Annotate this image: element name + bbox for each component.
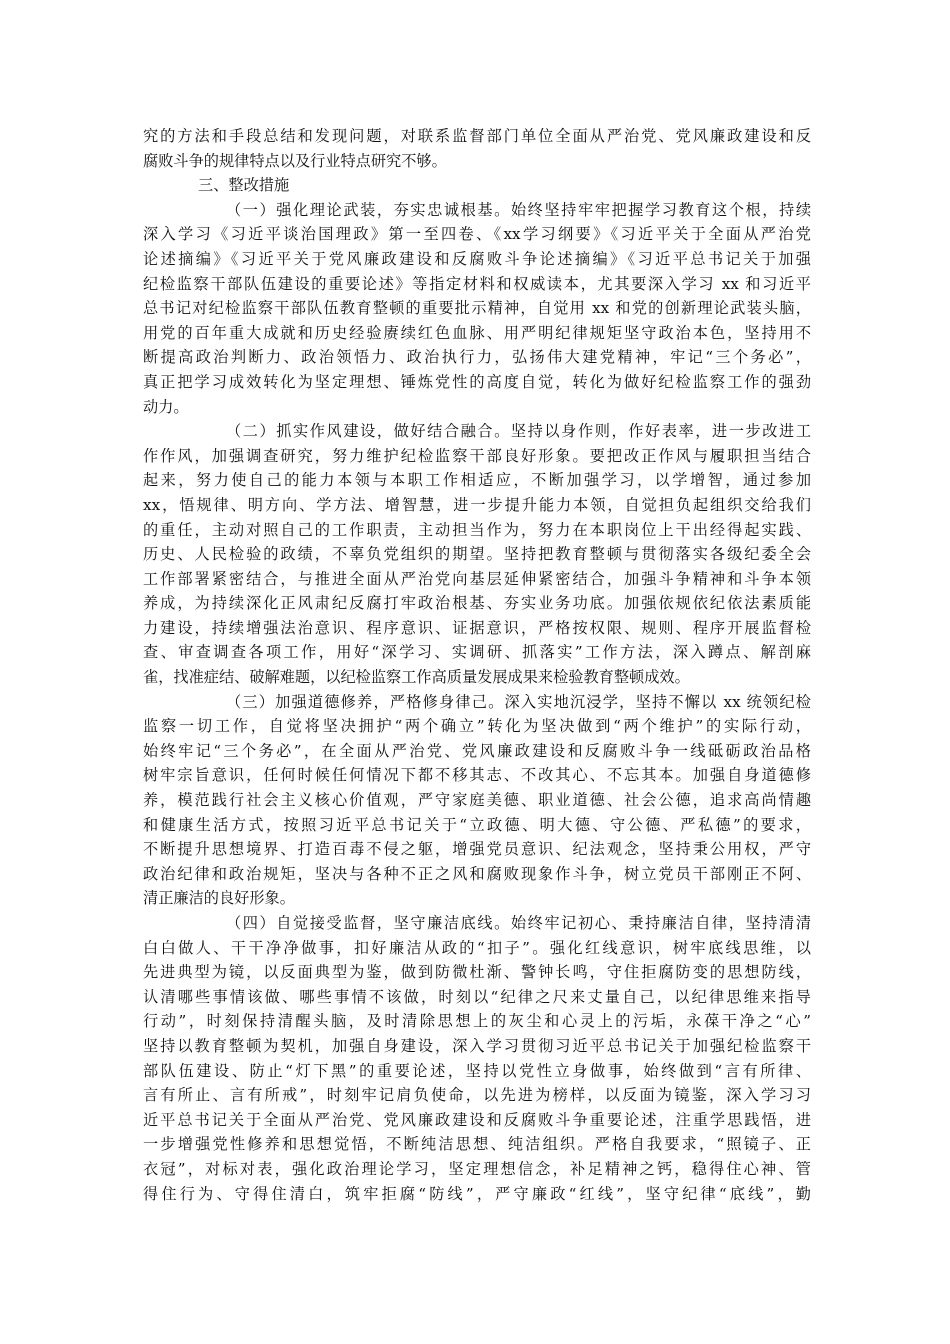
- text-line: 真正把学习成效转化为坚定理想、锤炼党性的高度自觉，转化为做好纪检监察工作的强劲: [143, 372, 811, 391]
- text-line: 深入学习《习近平谈治国理政》第一至四卷、《xx学习纲要》《习近平关于全面从严治党: [143, 225, 811, 244]
- text-line: 断提高政治判断力、政治领悟力、政治执行力，弘扬伟大建党精神，牢记“三个务必”，: [143, 348, 811, 367]
- paragraph-3-first-line: （三）加强道德修养，严格修身律己。深入实地沉浸学，坚持不懈以 xx 统领纪检: [226, 692, 811, 711]
- text-line: 工作部署紧密结合，与推进全面从严治党向基层延伸紧密结合，加强斗争精神和斗争本领: [143, 569, 811, 588]
- text-line: 监察一切工作，自觉将坚决拥护“两个确立”转化为坚决做到“两个维护”的实际行动，: [143, 717, 811, 736]
- text-line: 白白做人、干干净净做事，扣好廉洁从政的“扣子”。强化红线意识，树牢底线思维，以: [143, 938, 811, 957]
- text-line: 部队伍建设、防止“灯下黑”的重要论述，坚持以党性立身做事，始终做到“言有所律、: [143, 1061, 811, 1080]
- text-line: xx，悟规律、明方向、学方法、增智慧，进一步提升能力本领，自觉担负起组织交给我们: [143, 495, 811, 514]
- text-line: 养，模范践行社会主义核心价值观，严守家庭美德、职业道德、社会公德，追求高尚情趣: [143, 791, 811, 810]
- text-line: 查、审查调查各项工作，用好“深学习、实调研、抓落实”工作方法，深入蹲点、解剖麻: [143, 643, 811, 662]
- text-line: 和健康生活方式，按照习近平总书记关于“立政德、明大德、守公德、严私德”的要求，: [143, 815, 811, 834]
- text-line: 行动”，时刻保持清醒头脑，及时清除思想上的灰尘和心灵上的污垢，永葆干净之“心”: [143, 1012, 811, 1031]
- text-line: 腐败斗争的规律特点以及行业特点研究不够。: [143, 151, 447, 170]
- text-line: 坚持以教育整顿为契机，加强自身建设，深入学习贯彻习近平总书记关于加强纪检监察干: [143, 1036, 811, 1055]
- text-line: 用党的百年重大成就和历史经验赓续红色血脉、用严明纪律规矩坚守政治本色，坚持用不: [143, 323, 811, 342]
- text-line: 政治纪律和政治规矩，坚决与各种不正之风和腐败现象作斗争，树立党员干部刚正不阿、: [143, 864, 811, 883]
- text-line: 得住行为、守得住清白，筑牢拒腐“防线”，严守廉政“红线”，坚守纪律“底线”，勤: [143, 1184, 811, 1203]
- text-line: 清正廉洁的良好形象。: [143, 889, 295, 908]
- text-line: 近平总书记关于全面从严治党、党风廉政建设和反腐败斗争重要论述，注重学思践悟，进: [143, 1110, 811, 1129]
- text-line: 的重任，主动对照自己的工作职责，主动担当作为，努力在本职岗位上干出经得起实践、: [143, 520, 811, 539]
- text-line: 树牢宗旨意识，任何时候任何情况下都不移其志、不改其心、不忘其本。加强自身道德修: [143, 766, 811, 785]
- text-line: 先进典型为镜，以反面典型为鉴，做到防微杜渐、警钟长鸣，守住拒腐防变的思想防线，: [143, 963, 811, 982]
- paragraph-4-first-line: （四）自觉接受监督，坚守廉洁底线。始终牢记初心、秉持廉洁自律，坚持清清: [226, 914, 811, 932]
- text-line: 认清哪些事情该做、哪些事情不该做，时刻以“纪律之尺来丈量自己，以纪律思维来指导: [143, 987, 811, 1006]
- text-line: 养成，为持续深化正风肃纪反腐打牢政治根基、夯实业务功底。加强依规依纪依法素质能: [143, 594, 811, 613]
- paragraph-1-first-line: （一）强化理论武装，夯实忠诚根基。始终坚持牢牢把握学习教育这个根，持续: [226, 200, 811, 219]
- text-line: 衣冠”，对标对表，强化政治理论学习，坚定理想信念，补足精神之钙，稳得住心神、管: [143, 1159, 811, 1178]
- text-line: 力建设，持续增强法治意识、程序意识、证据意识，严格按权限、规则、程序开展监督检: [143, 618, 811, 637]
- text-line: 论述摘编》《习近平关于党风廉政建设和反腐败斗争论述摘编》《习近平总书记关于加强: [143, 249, 811, 268]
- text-line: 动力。: [143, 397, 189, 416]
- text-line: 不断提升思想境界、打造百毒不侵之躯，增强党员意识、纪法观念，坚持秉公用权，严守: [143, 840, 811, 859]
- text-line: 雀，找准症结、破解难题，以纪检监察工作高质量发展成果来检验教育整顿成效。: [143, 668, 690, 687]
- text-line: 一步增强党性修养和思想觉悟，不断纯洁思想、纯洁组织。严格自我要求，“照镜子、正: [143, 1135, 811, 1154]
- document-page: [143, 124, 811, 1206]
- text-line: 总书记对纪检监察干部队伍教育整顿的重要批示精神，自觉用 xx 和党的创新理论武装头脑，: [143, 299, 811, 318]
- paragraph-2-first-line: （二）抓实作风建设，做好结合融合。坚持以身作则，作好表率，进一步改进工: [226, 422, 811, 441]
- section-heading: 三、整改措施: [198, 176, 290, 195]
- text-line: 作作风，加强调查研究，努力维护纪检监察干部良好形象。要把改正作风与履职担当结合: [143, 446, 811, 465]
- text-line: 言有所止、言有所戒”，时刻牢记肩负使命，以先进为榜样，以反面为镜鉴，深入学习习: [143, 1086, 811, 1105]
- text-line: 究的方法和手段总结和发现问题，对联系监督部门单位全面从严治党、党风廉政建设和反: [143, 127, 811, 145]
- text-line: 起来，努力使自己的能力本领与本职工作相适应，不断加强学习，以学增智，通过参加: [143, 471, 811, 490]
- text-line: 历史、人民检验的政绩，不辜负党组织的期望。坚持把教育整顿与贯彻落实各级纪委全会: [143, 545, 811, 564]
- text-line: 始终牢记“三个务必”，在全面从严治党、党风廉政建设和反腐败斗争一线砥砺政治品格: [143, 741, 811, 760]
- text-line: 纪检监察干部队伍建设的重要论述》等指定材料和权威读本，尤其要深入学习 xx 和习近平: [143, 274, 811, 293]
